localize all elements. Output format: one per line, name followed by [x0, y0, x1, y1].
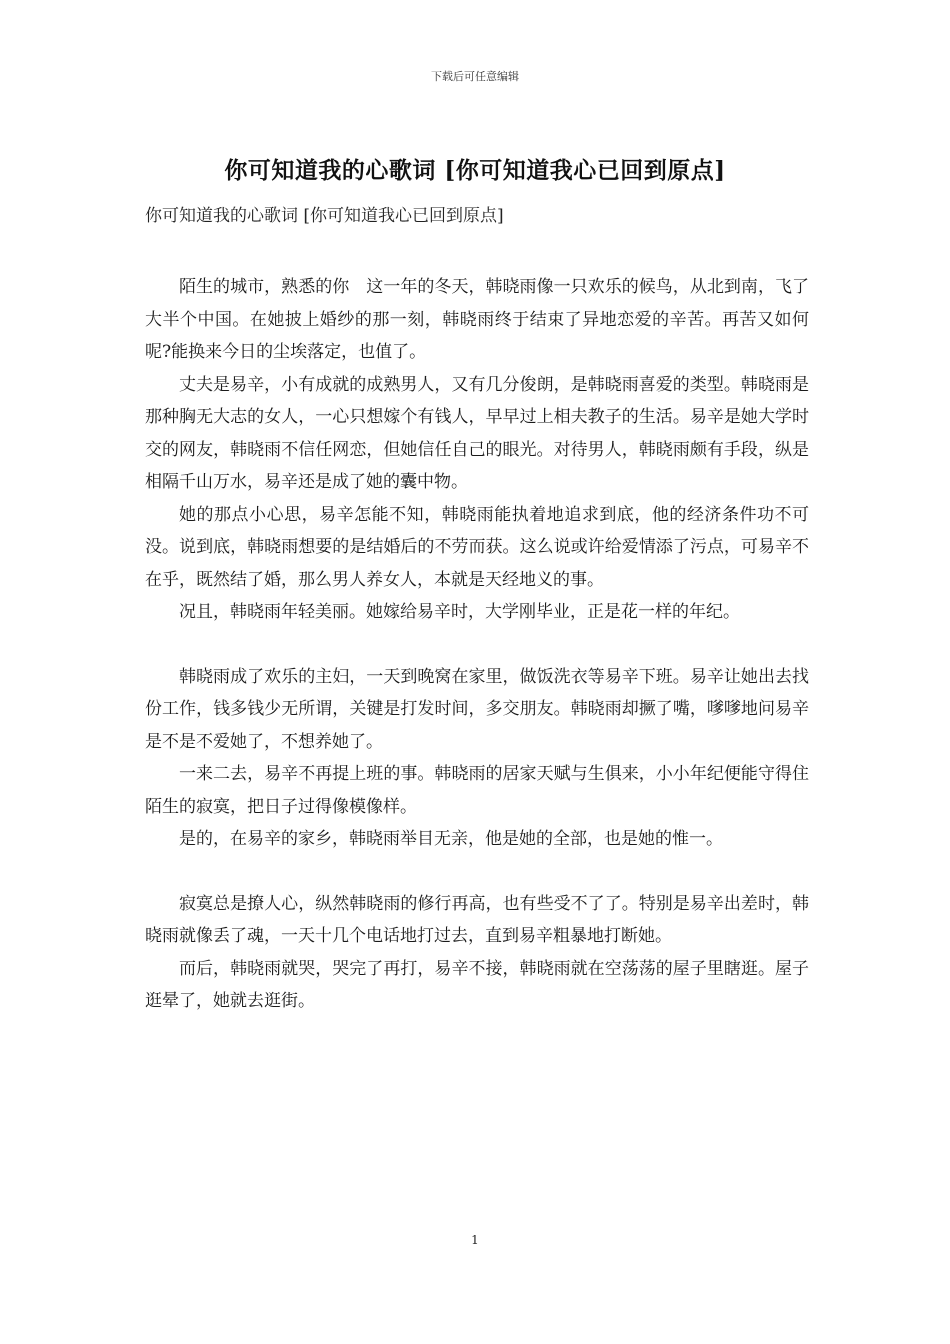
document-title: 你可知道我的心歌词 [你可知道我心已回到原点]	[224, 157, 726, 184]
paragraph: 而后，韩晓雨就哭，哭完了再打，易辛不接，韩晓雨就在空荡荡的屋子里瞎逛。屋子逛晕了，她就去逛街。	[145, 958, 809, 1011]
page-number: 1	[471, 1233, 479, 1247]
paragraph: 韩晓雨成了欢乐的主妇，一天到晚窝在家里，做饭洗衣等易辛下班。易辛让她出去找份工作，钱多钱少无所谓，关键是打发时间，多交朋友。韩晓雨却撅了嘴，嗲嗲地问易辛是不是不爱她了，不想养她了。	[145, 666, 809, 752]
paragraph: 丈夫是易辛，小有成就的成熟男人，又有几分俊朗，是韩晓雨喜爱的类型。韩晓雨是那种胸无大志的女人，一心只想嫁个有钱人，早早过上相夫教子的生活。易辛是她大学时交的网友，韩晓雨不信任网恋，但她信任自己的眼光。对待男人，韩晓雨颇有手段，纵是相隔千山万水，易辛还是成了她的囊中物。	[145, 374, 809, 492]
article-body	[145, 271, 809, 1018]
paragraph: 陌生的城市，熟悉的你 这一年的冬天，韩晓雨像一只欢乐的候鸟，从北到南，飞了大半个中国。在她披上婚纱的那一刻，韩晓雨终于结束了异地恋爱的辛苦。再苦又如何呢?能换来今日的尘埃落定，也值了。	[145, 277, 809, 362]
paragraph: 她的那点小心思，易辛怎能不知，韩晓雨能执着地追求到底，他的经济条件功不可没。说到底，韩晓雨想要的是结婚后的不劳而获。这么说或许给爱情添了污点，可易辛不在乎，既然结了婚，那么男人养女人，本就是天经地义的事。	[145, 504, 809, 590]
paragraph: 寂寞总是撩人心，纵然韩晓雨的修行再高，也有些受不了了。特别是易辛出差时，韩晓雨就像丢了魂，一天十几个电话地打过去，直到易辛粗暴地打断她。	[145, 893, 809, 946]
paragraph: 是的，在易辛的家乡，韩晓雨举目无亲，他是她的全部，也是她的惟一。	[179, 829, 723, 849]
document-subtitle: 你可知道我的心歌词 [你可知道我心已回到原点]	[145, 206, 504, 226]
header-note: 下载后可任意编辑	[431, 70, 519, 83]
paragraph: 一来二去，易辛不再提上班的事。韩晓雨的居家天赋与生俱来，小小年纪便能守得住陌生的寂寞，把日子过得像模像样。	[145, 764, 809, 817]
paragraph: 况且，韩晓雨年轻美丽。她嫁给易辛时，大学刚毕业，正是花一样的年纪。	[179, 602, 740, 622]
